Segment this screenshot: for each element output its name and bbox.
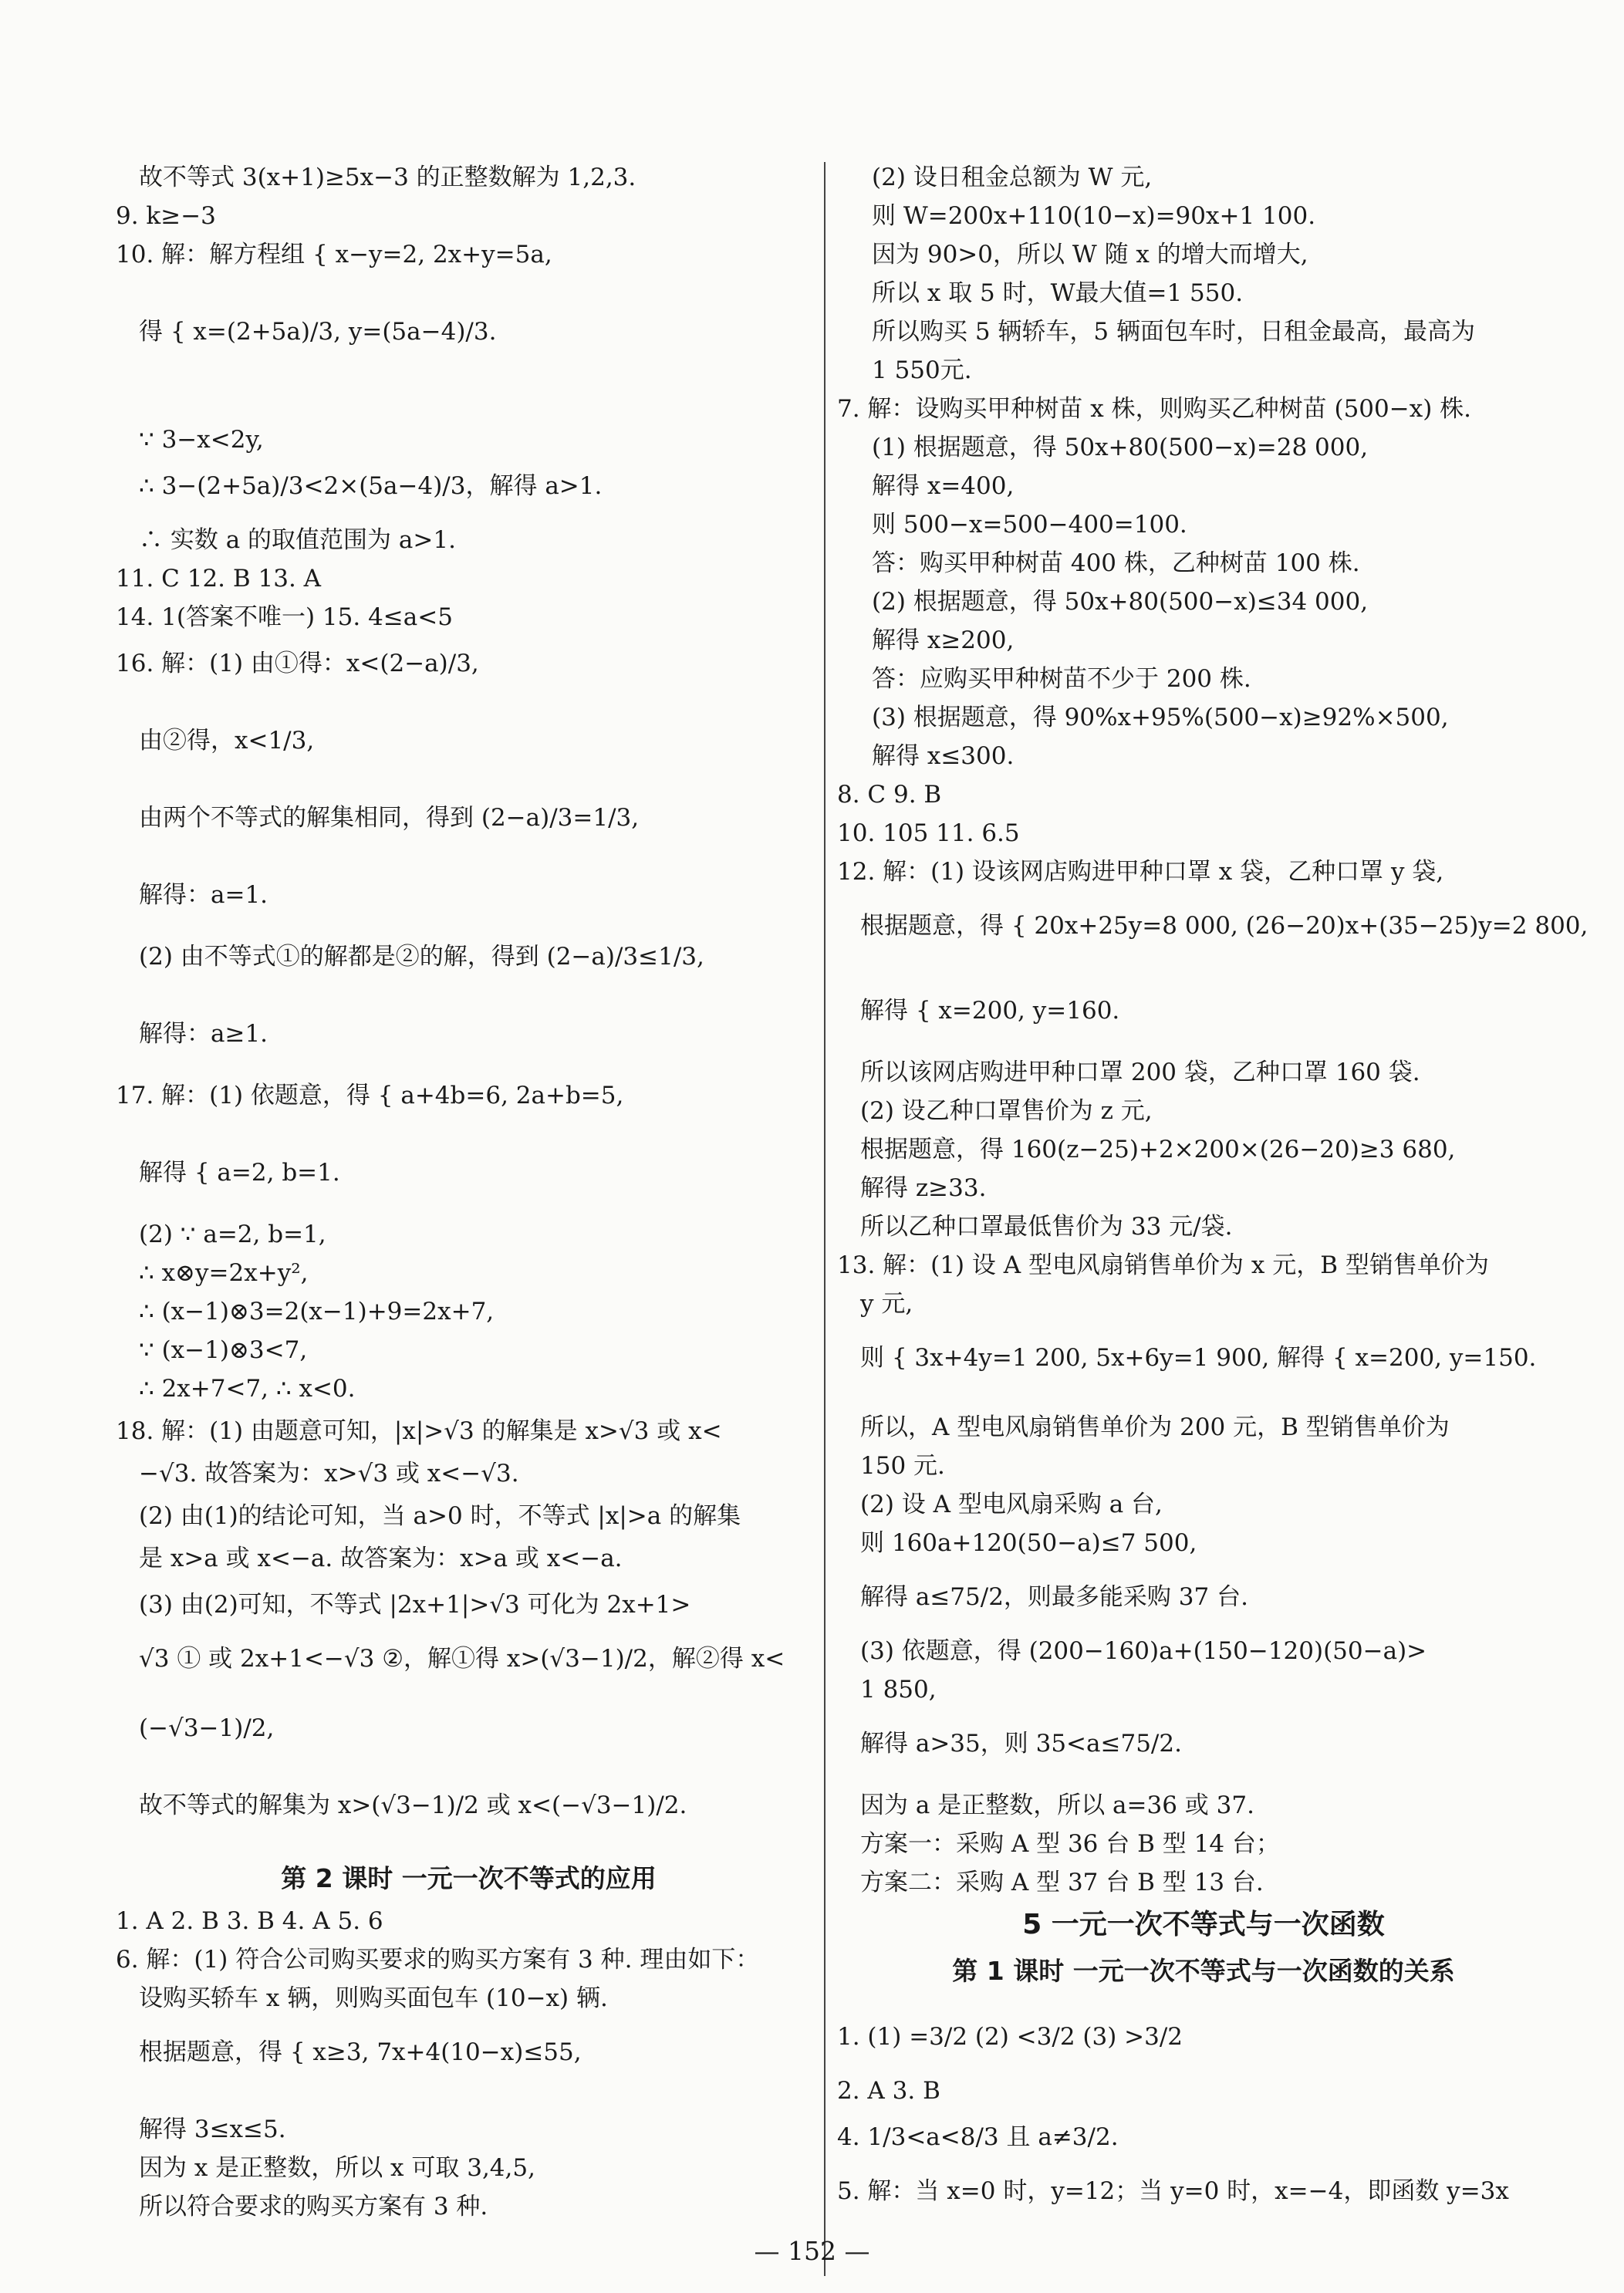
answer-line: 故不等式的解集为 x>(√3−1)/2 或 x<(−√3−1)/2. xyxy=(139,1792,687,1819)
answer-line: −√3. 故答案为：x>√3 或 x<−√3. xyxy=(139,1460,519,1488)
answer-line: 150 元. xyxy=(860,1452,945,1480)
answer-line: 根据题意，得 160(z−25)+2×200×(26−20)≥3 680, xyxy=(860,1136,1456,1163)
answer-line: (2) 设日租金总额为 W 元, xyxy=(872,164,1153,191)
answer-line: 设购买轿车 x 辆，则购买面包车 (10−x) 辆. xyxy=(139,1984,608,2012)
answer-line: 则 W=200x+110(10−x)=90x+1 100. xyxy=(872,202,1316,230)
answer-line: 由②得，x<1/3, xyxy=(139,727,315,755)
answer-line: 12. 解：(1) 设该网店购进甲种口罩 x 袋，乙种口罩 y 袋, xyxy=(837,858,1444,886)
answer-line: 所以 x 取 5 时，W最大值=1 550. xyxy=(872,279,1244,307)
answer-line: 13. 解：(1) 设 A 型电风扇销售单价为 x 元，B 型销售单价为 xyxy=(837,1251,1489,1279)
answer-line: 解得 x≥200, xyxy=(872,626,1015,654)
answer-line: 14. 1(答案不唯一) 15. 4≤a<5 xyxy=(116,603,453,631)
answer-line: 因为 a 是正整数，所以 a=36 或 37. xyxy=(860,1792,1254,1819)
answer-line: √3 ① 或 2x+1<−√3 ②，解①得 x>(√3−1)/2，解②得 x< xyxy=(139,1645,785,1673)
answer-line: 17. 解：(1) 依题意，得 { a+4b=6, 2a+b=5, xyxy=(116,1082,624,1109)
answer-line: 是 x>a 或 x<−a. 故答案为：x>a 或 x<−a. xyxy=(139,1545,623,1572)
answer-line: 所以符合要求的购买方案有 3 种. xyxy=(139,2193,488,2220)
answer-line: 解得 { x=200, y=160. xyxy=(860,997,1120,1025)
chapter-heading: 5 一元一次不等式与一次函数 xyxy=(1022,1909,1385,1940)
answer-line: ∴ x⊗y=2x+y², xyxy=(139,1259,309,1287)
answer-line: 解得 x=400, xyxy=(872,472,1015,500)
answer-line: 解得 a>35，则 35<a≤75/2. xyxy=(860,1730,1182,1758)
answer-line: (3) 依题意，得 (200−160)a+(150−120)(50−a)> xyxy=(860,1637,1427,1665)
answer-line: 方案二：采购 A 型 37 台 B 型 13 台. xyxy=(860,1869,1264,1896)
answer-line: ∴ (x−1)⊗3=2(x−1)+9=2x+7, xyxy=(139,1298,495,1325)
answer-line: 10. 105 11. 6.5 xyxy=(837,819,1020,847)
answer-line: 7. 解：设购买甲种树苗 x 株，则购买乙种树苗 (500−x) 株. xyxy=(837,395,1471,423)
answer-line: (2) 由(1)的结论可知，当 a>0 时，不等式 |x|>a 的解集 xyxy=(139,1502,741,1530)
answer-line: 答：购买甲种树苗 400 株，乙种树苗 100 株. xyxy=(872,549,1360,577)
answer-line: 4. 1/3<a<8/3 且 a≠3/2. xyxy=(837,2123,1119,2151)
answer-line: ∵ (x−1)⊗3<7, xyxy=(139,1336,308,1364)
answer-line: 根据题意，得 { 20x+25y=8 000, (26−20)x+(35−25)y=2 800, xyxy=(860,912,1589,940)
answer-line: (2) ∵ a=2, b=1, xyxy=(139,1221,326,1248)
section-heading: 第 2 课时 一元一次不等式的应用 xyxy=(281,1863,657,1893)
answer-line: (3) 由(2)可知，不等式 |2x+1|>√3 可化为 2x+1> xyxy=(139,1591,691,1619)
answer-line: 所以，A 型电风扇销售单价为 200 元，B 型销售单价为 xyxy=(860,1413,1450,1441)
answer-line: 解得：a≥1. xyxy=(139,1020,268,1048)
answer-line: 所以乙种口罩最低售价为 33 元/袋. xyxy=(860,1213,1233,1241)
answer-line: (2) 根据题意，得 50x+80(500−x)≤34 000, xyxy=(872,588,1369,616)
answer-line: 则 500−x=500−400=100. xyxy=(872,511,1187,539)
answer-line: 1. A 2. B 3. B 4. A 5. 6 xyxy=(116,1907,383,1935)
answer-line: 8. C 9. B xyxy=(837,781,942,809)
answer-line: 解得 x≤300. xyxy=(872,742,1015,770)
answer-line: ∴ 2x+7<7, ∴ x<0. xyxy=(139,1375,356,1403)
answer-line: 10. 解：解方程组 { x−y=2, 2x+y=5a, xyxy=(116,241,552,268)
answer-line: 则 160a+120(50−a)≤7 500, xyxy=(860,1529,1197,1557)
answer-line: 因为 x 是正整数，所以 x 可取 3,4,5, xyxy=(139,2154,535,2182)
answer-line: (−√3−1)/2, xyxy=(139,1714,275,1742)
answer-line: 方案一：采购 A 型 36 台 B 型 14 台； xyxy=(860,1830,1280,1858)
answer-line: 则 { 3x+4y=1 200, 5x+6y=1 900, 解得 { x=200, y=150. xyxy=(860,1344,1537,1372)
answer-line: 解得 a≤75/2，则最多能采购 37 台. xyxy=(860,1583,1248,1611)
answer-line: 根据题意，得 { x≥3, 7x+4(10−x)≤55, xyxy=(139,2038,582,2066)
answer-line: y 元, xyxy=(860,1290,913,1318)
answer-line: ∴ 实数 a 的取值范围为 a>1. xyxy=(139,526,456,554)
answer-line: 9. k≥−3 xyxy=(116,202,216,230)
answer-line: 2. A 3. B xyxy=(837,2077,940,2105)
answer-line: 16. 解：(1) 由①得：x<(2−a)/3, xyxy=(116,650,479,677)
answer-line: 18. 解：(1) 由题意可知，|x|>√3 的解集是 x>√3 或 x< xyxy=(116,1417,722,1445)
answer-line: 答：应购买甲种树苗不少于 200 株. xyxy=(872,665,1251,693)
answer-line: (2) 由不等式①的解都是②的解，得到 (2−a)/3≤1/3, xyxy=(139,943,704,971)
answer-line: 因为 90>0，所以 W 随 x 的增大而增大, xyxy=(872,241,1308,268)
column-divider xyxy=(824,162,826,2276)
answer-line: 5. 解：当 x=0 时，y=12；当 y=0 时，x=−4，即函数 y=3x xyxy=(837,2177,1509,2205)
answer-line: 解得 { a=2, b=1. xyxy=(139,1159,340,1187)
answer-line: (2) 设 A 型电风扇采购 a 台, xyxy=(860,1491,1163,1518)
answer-line: 1 850, xyxy=(860,1676,937,1704)
answer-line: 所以购买 5 辆轿车，5 辆面包车时，日租金最高，最高为 xyxy=(872,318,1476,346)
answer-line: 得 { x=(2+5a)/3, y=(5a−4)/3. xyxy=(139,318,497,346)
answer-line: ∴ 3−(2+5a)/3<2×(5a−4)/3，解得 a>1. xyxy=(139,472,603,500)
answer-line: 所以该网店购进甲种口罩 200 袋，乙种口罩 160 袋. xyxy=(860,1059,1420,1086)
answer-line: (2) 设乙种口罩售价为 z 元, xyxy=(860,1097,1153,1125)
answer-line: 解得：a=1. xyxy=(139,881,268,909)
answer-line: (3) 根据题意，得 90%x+95%(500−x)≥92%×500, xyxy=(872,704,1449,731)
answer-line: 6. 解：(1) 符合公司购买要求的购买方案有 3 种. 理由如下： xyxy=(116,1946,760,1974)
answer-line: 故不等式 3(x+1)≥5x−3 的正整数解为 1,2,3. xyxy=(139,164,636,191)
answer-line: 解得 z≥33. xyxy=(860,1174,987,1202)
answer-line: 1. (1) =3/2 (2) <3/2 (3) >3/2 xyxy=(837,2023,1183,2051)
section-heading: 第 1 课时 一元一次不等式与一次函数的关系 xyxy=(952,1956,1455,1986)
answer-line: 1 550元. xyxy=(872,356,972,384)
answer-line: (1) 根据题意，得 50x+80(500−x)=28 000, xyxy=(872,434,1369,461)
answer-line: 由两个不等式的解集相同，得到 (2−a)/3=1/3, xyxy=(139,804,640,832)
page-number: — 152 — xyxy=(754,2236,870,2266)
answer-line: 11. C 12. B 13. A xyxy=(116,565,322,593)
answer-line: ∵ 3−x<2y, xyxy=(139,426,264,454)
answer-line: 解得 3≤x≤5. xyxy=(139,2116,286,2143)
